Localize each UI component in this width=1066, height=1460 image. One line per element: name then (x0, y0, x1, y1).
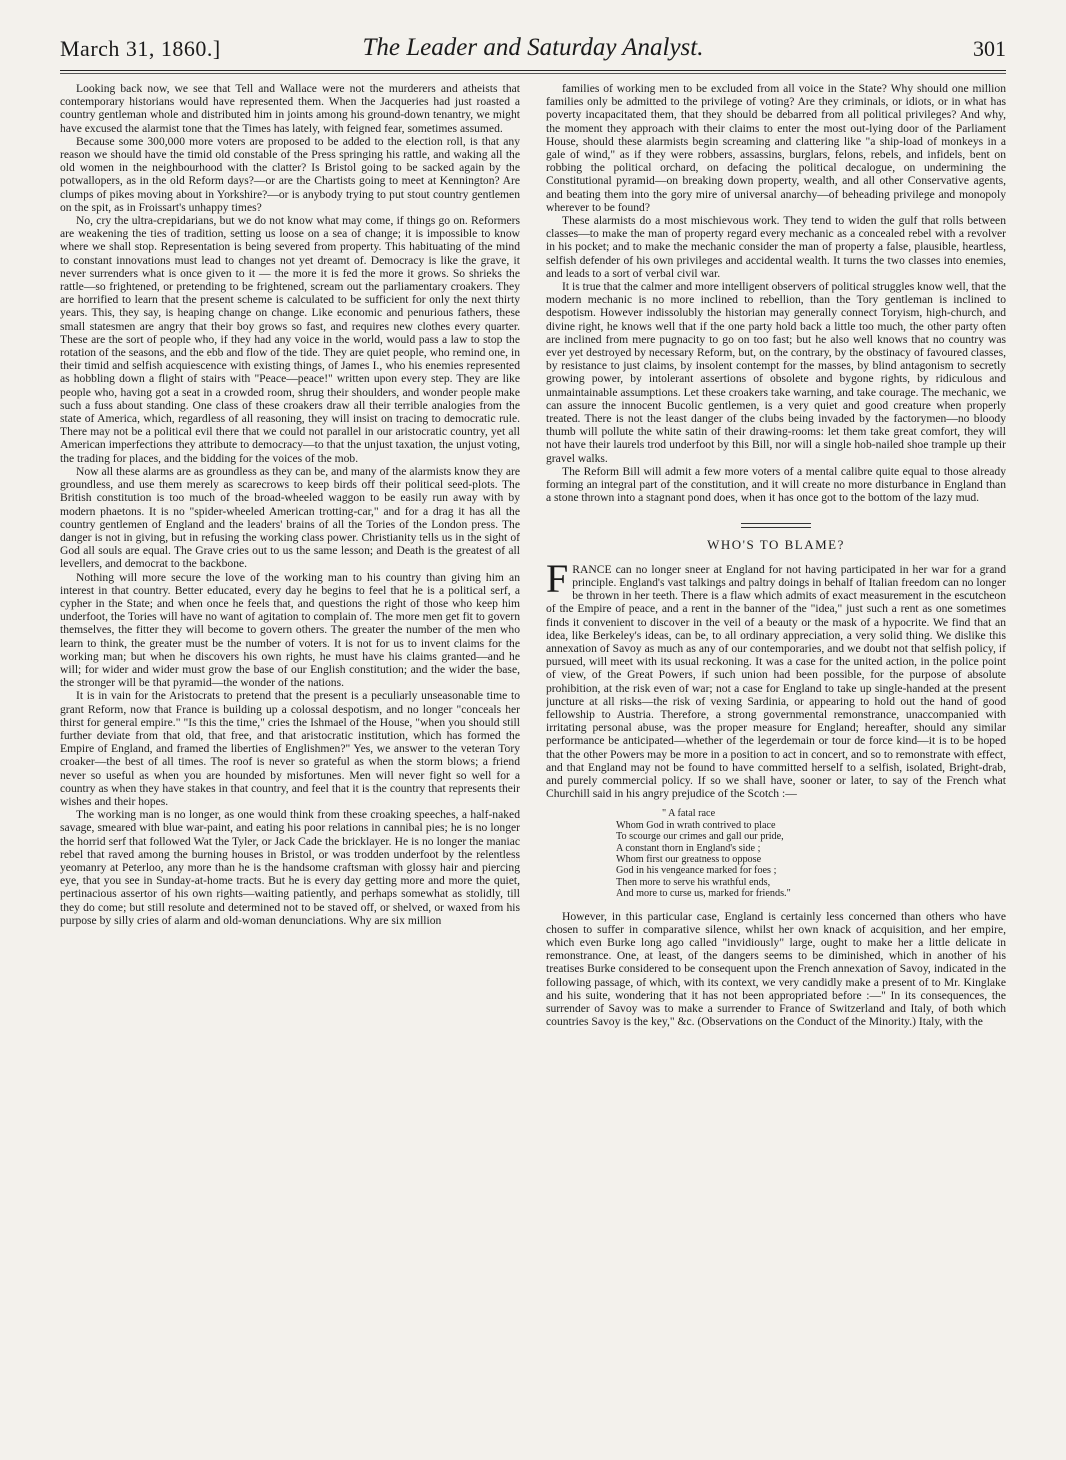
paragraph: The Reform Bill will admit a few more voters of a mental calibre quite equal to those already forming an integral part of the constitution, and it will create no more disturbance in England than a stone thrown into a stagnant pond does, when it has once got to the bottom of the lazy mud. (546, 464, 1006, 505)
verse-line: A constant thorn in England's side ; (616, 842, 761, 854)
verse-line: " A fatal race (662, 808, 716, 820)
verse-line: And more to curse us, marked for friends." (616, 888, 791, 900)
left-column (60, 82, 520, 1447)
header-rule-thin (60, 73, 1006, 74)
header-rule (60, 70, 1006, 71)
publication-title: The Leader and Saturday Analyst. (362, 34, 704, 61)
paragraph: families of working men to be excluded from all voice in the State? Why should one million families only be admitted to the privilege of voting? Are they criminals, or idiots, or in what has poverty incapacitated them, that they should be debarred from all political privileges? And why, the moment they approach with their claims to enter the most out-lying door of the Parliament House, should these alarmists begin screaming and clattering like "a ship-load of monkeys in a gale of wind," as if they were robbers, assassins, burglars, felons, rebels, and infidels, bent on robbing the political orchard, on defacing the political decalogue, on undermining the Constitutional pyramid—on breaking down property, wealth, and all other Conservative agents, and beating them into the gory mire of universal anarchy—of beheading privilege and monopoly wherever to be found? (546, 82, 1006, 214)
paragraph: Looking back now, we see that Tell and Wallace were not the murderers and atheists that contemporary historians would have represented them. When the Jacqueries had just roasted a country gentleman whole and distributed him in joints among his ground-down tenantry, we might have excused the alarmist tone that the Times has lately, with feigned fear, sometimes assumed. (60, 82, 520, 135)
paragraph: It is in vain for the Aristocrats to pretend that the present is a peculiarly unseasonable time to grant Reform, now that France is building up a colossal despotism, and no longer "conceals her thirst for general empire." "Is this the time," cries the Ishmael of the House, "when you should still further deviate from that old, that free, and that aristocratic institution, which has formed the Empire of England, and framed the liberties of Englishmen?" Yes, we answer to the veteran Tory croaker—the best of all times. The roof is never so grateful as when the storm blows; a friend never so useful as when you are hounded by misfortunes. Men will never fight so well for a country as when they have stakes in that country, and feel that it is the country that represents their wishes and their hopes. (60, 689, 520, 808)
article-first-paragraph (546, 555, 1006, 801)
verse-line: God in his vengeance marked for foes ; (616, 865, 777, 877)
paragraph-text: RANCE can no longer sneer at England for not having participated in her war for a grand principle. England's vast talkings and paltry doings in behalf of Italian freedom can no longer be thrown in her teeth. There is a flaw which admits of exact measurement in the escutcheon of the Empire of peace, and a rent in the banner of the "idea," just such a rent as one sometimes finds it convenient to discover in the veil of a beauty or the mask of a hypocrite. We find that an idea, like Berkeley's ideas, can be, to all ordinary appreciation, a very solid thing. We dislike this annexation of Savoy as much as any of our contemporaries, and we doubt not that selfish policy, if pursued, will meet with its usual reckoning. It was a case for the united action, in the police point of view, of the Great Powers, if such union had been possible, for the purpose of absolute prohibition, at the risk even of war; not a case for England to take up single-handed at the present juncture at all risks—the risk of vexing Sardinia, or appearing to hold out the hand of good fellowship to Austria. Therefore, a strong governmental remonstrance, unaccompanied with irritating personal abuse, was the proper measure for England; hereafter, should any similar performance be anticipated—whether of the legerdemain or tour de force kind—it is to be hoped that the other Powers may be more in a position to act in concert, and so to remonstrate with effect, and that England may not be found to have committed herself to a selfish, isolated, Bright-drab, and purely commercial policy. If so we shall have, sooner or later, to say of the French what Churchill said in his angry prejudice of the Scotch :— (546, 562, 1006, 801)
article-title: WHO'S TO BLAME? (707, 536, 845, 552)
verse-line: Whom God in wrath contrived to place (616, 819, 776, 831)
paragraph: However, in this particular case, England is certainly less concerned than others who have chosen to suffer in comparative silence, whilst her own knack of acquisition, and her empire, which even Burke long ago called "invidiously" large, ought to make her a little delicate in remonstrance. One, at least, of the dangers seems to be diminished, which in another of his treatises Burke considered to be consequent upon the French annexation of Savoy, indicated in the following passage, of which, with its context, we very candidly make a present of to Mr. Kinglake and his suite, wondering that it has not been appropriated before :—" In its consequences, the surrender of Savoy was to make a surrender to France of Switzerland and Italy, of both which countries Savoy is the key," &c. (Observations on the Conduct of the Minority.) Italy, with the (546, 909, 1006, 1029)
paragraph: Nothing will more secure the love of the working man to his country than giving him an interest in that country. Better educated, every day he begins to feel that he is a political serf, a cypher in the State; and when once he feels that, and questions the right of those who keep him underfoot, the Tories will have no want of agitation to complain of. The more men get fit to govern themselves, the fitter they will become to govern others. The greater the number of the men who learn to think, the greater must be the number of voters. It is not for us to invent claims for the working man; but when he discovers his own rights, he must have his claims granted—and he will; for wider and wider must grow the base of our English constitution; and the wider the base, the stronger will be that pyramid—the wonder of the nations. (60, 570, 520, 690)
issue-date: March 31, 1860.] (60, 36, 221, 61)
paragraph: It is true that the calmer and more intelligent observers of political struggles know well, that the modern mechanic is no more inclined to rebellion, than the Tory gentleman is inclined to despotism. However indissolubly the historian may generally connect Toryism, high-church, and divine right, he knows well that if the one party hold back a little too much, the other party often are inclined from mere pugnacity to go on too fast; but he also well knows that no country was ever yet destroyed by necessary Reform, but, on the contrary, by the obstinacy of favoured classes, by resistance to just claims, by insolent contempt for the masses, by blind antagonism to secretly growing power, by intolerant assertions of obsolete and bygone rights, by ridiculous and unmaintainable assumptions. Let these croakers take warning, and take courage. The mechanic, we can assure the innocent Bucolic gentlemen, is a very quiet and good creature when properly treated. There is not the least danger of the clubs being invaded by the factorymen—no bloody thumb will pollute the white satin of their drawing-rooms: let them take great comfort, they will not have their laurels trod underfoot by this Bill, nor will a single hob-nailed shoe trample up their gravel walks. (546, 280, 1006, 465)
paragraph: Because some 300,000 more voters are proposed to be added to the election roll, is that any reason we should have the timid old constable of the Press springing his rattle, and waking all the old women in the neighbourhood with the clatter? Is Bristol going to be sacked again by the potwallopers, as in the old Reform days?—or are the Chartists going to meet at Kennington? Are clumps of pikes moving about in Yorkshire?—or is anybody trying to put stout country gentlemen on the spit, as in Froissart's unhappy times? (60, 134, 520, 214)
paragraph: The working man is no longer, as one would think from these croaking speeches, a half-naked savage, smeared with blue war-paint, and eating his poor relations in cannibal pies; he is no longer the horrid serf that followed Wat the Tyler, or Jack Cade the bricklayer. He is no longer the maniac rebel that raved among the burning houses in Bristol, or was trodden underfoot by the relentless yeomanry at Peterloo, any more than he is the handsome craftsman with glossy hair and piercing eye, that you see in Sunday-at-home tracts. But he is every day getting more and more the quiet, pertinacious assertor of his own rights—waiting patiently, and perhaps somewhat as stolidly, till they do come; but still resolute and determined not to be staved off, or shelved, or waxed from his purpose by silly cries of alarm and old-woman denunciations. Why are six million (60, 808, 520, 927)
paragraph: These alarmists do a most mischievous work. They tend to widen the gulf that rolls between classes—to make the man of property regard every mechanic as a concealed rebel with a revolver in his pocket; and to make the mechanic consider the man of property a false, plausible, heartless, selfish defender of his own privileges and accidental wealth. It turns the two classes into enemies, and leads to a sort of verbal civil war. (546, 214, 1006, 280)
drop-cap: F (546, 555, 569, 601)
paragraph: No, cry the ultra-crepidarians, but we do not know what may come, if things go on. Reformers are weakening the ties of tradition, setting us loose on a sea of change; it is impossible to know where we shall stop. Representation is being severed from property. This habituating of the mind to constant innovations must lead to changes not yet dreamt of. Democracy is like the grave, it never surrenders what is once given to it — the more it is fed the more it grows. So shrieks the rattle—so frightened, or pretending to be frightened, scream out the parliamentary croakers. They are horrified to learn that the present scheme is calculated to be sufficient for only the next thirty years. This, they say, is heaping change on change. Like economic and penurious fathers, these small statesmen are angry that their boy grows so fast, and requires new clothes every quarter. These are the sort of people who, if they had any voice in the world, would pass a law to stop the rotation of the seasons, and the ebb and flow of the tide. They are quiet people, who remind one, in their timid and selfish acquiescence with existing things, of James I., who his enemies represented as hobbling down a flight of stairs with "Peace—peace!" written upon every step. They are like people who, having got a seat in a crowded room, shrug their shoulders, and wonder people make such a fuss about standing. One class of these croakers draw all their terrible analogies from the state of America, which, regardless of all reasoning, they will insist on tracing to democratic rule. There may not be a political evil there that we could not parallel in our aristocratic country, yet all American imperfections they attribute to democracy—to that the unjust taxation, the unjust voting, the trading for places, and the bidding for the voices of the mob. (60, 214, 520, 465)
page-header (60, 30, 1006, 70)
verse-line: Whom first our greatness to oppose (616, 853, 762, 865)
section-divider (741, 523, 811, 528)
verse-line: To scourge our crimes and gall our pride, (616, 831, 784, 843)
page-number: 301 (973, 36, 1006, 61)
verse-line: Then more to serve his wrathful ends, (616, 876, 771, 888)
verse-quotation (616, 808, 1006, 899)
right-column (546, 82, 1006, 1447)
paragraph: Now all these alarms are as groundless as they can be, and many of the alarmists know they are groundless, and use them merely as scarecrows to keep birds off their political seed-plots. The British constitution is too much of the broad-wheeled waggon to be easily run away with by modern phaetons. It is no "spider-wheeled American trotting-car," and for a drag it has all the country gentlemen of England and the leaders' brains of all the Tories of the London press. The danger is not in giving, but in refusing the working class power. Christianity tells us in the sight of God all souls are equal. The Grave cries out to us the same lesson; and Death is the greatest of all levellers, and democrat to the backbone. (60, 464, 520, 571)
